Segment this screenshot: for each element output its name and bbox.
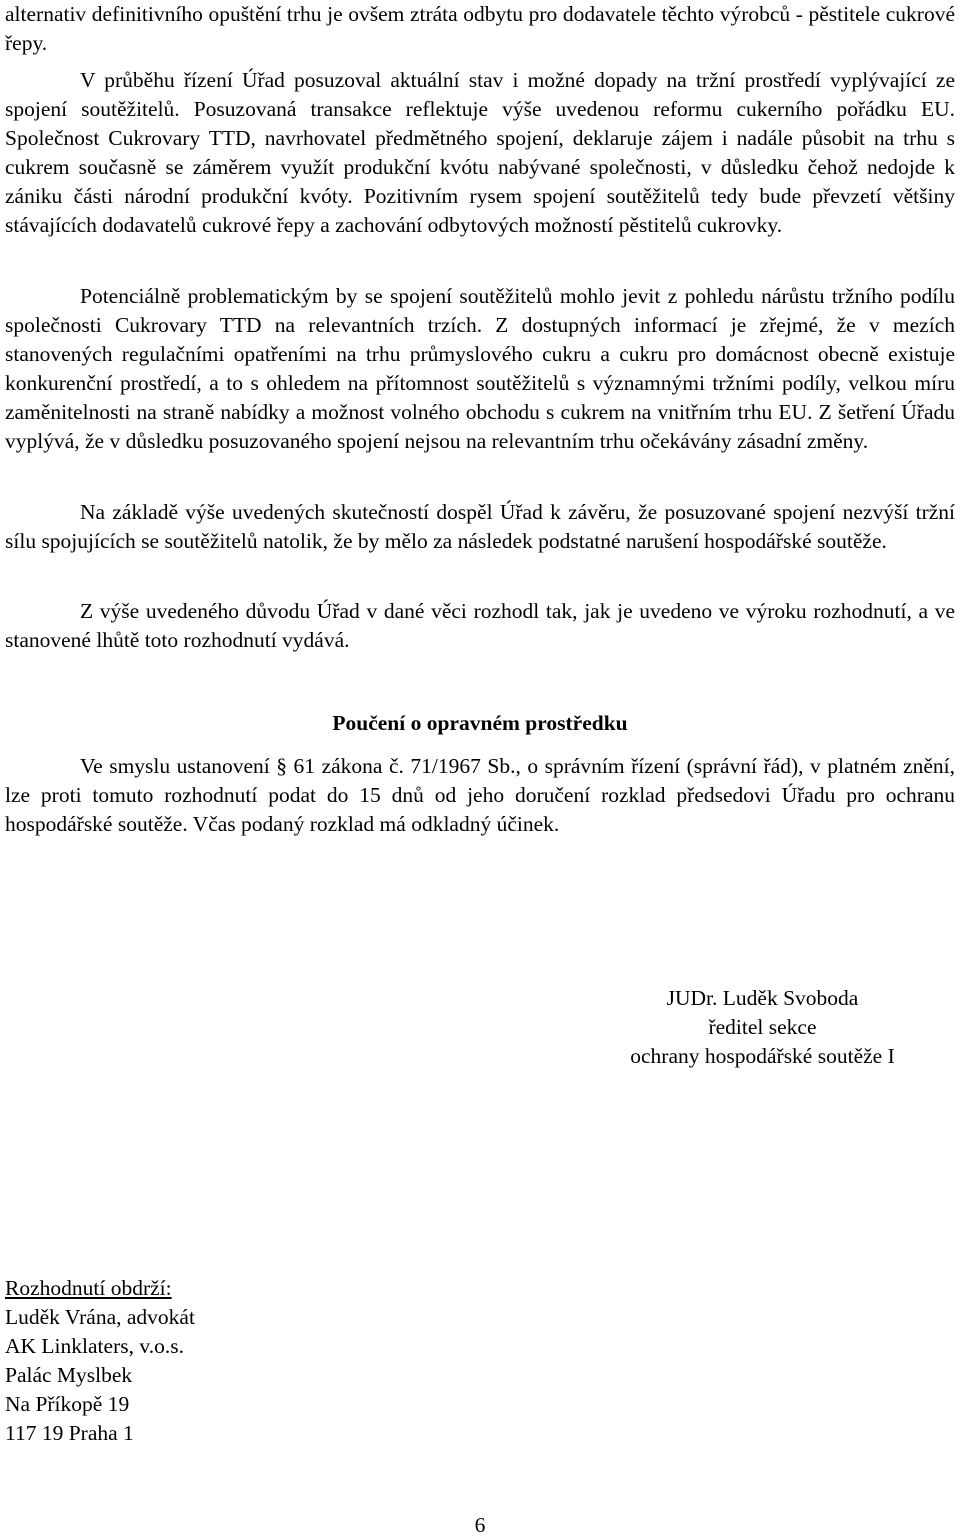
recipient-line: 117 19 Praha 1 [5,1421,134,1445]
recipient-line: Palác Myslbek [5,1363,133,1387]
paragraph-conclusion: Na základě výše uvedených skutečností dospěl Úřad k závěru, že posuzované spojení nezvýší tržní sílu spojujících se soutěžitelů natolik, že by mělo za následek podstatné narušení hospodářské soutěže. [5,500,955,554]
signatory-name: JUDr. Luděk Svoboda [666,986,859,1010]
recipient-line: Luděk Vrána, advokát [5,1305,195,1329]
paragraph-continuation: alternativ definitivního opuštění trhu je ovšem ztráta odbytu pro dodavatele těchto výrobců - pěstitele cukrové řepy. [5,2,955,56]
signature-block [590,984,935,1071]
paragraph-market-share: Potenciálně problematickým by se spojení soutěžitelů mohlo jevit z pohledu nárůstu tržního podílu společnosti Cukrovary TTD na relevantních trzích. Z dostupných informací je zřejmé, že v mezích stanovených regulačními opatřeními na trhu průmyslového cukru a cukru pro domácnost obecně existuje konkurenční prostředí, a to s ohledem na přítomnost soutěžitelů s významnými tržními podíly, velkou míru zaměnitelnosti na straně nabídky a možnost volného obchodu s cukrem na vnitřním trhu EU. Z šetření Úřadu vyplývá, že v důsledku posuzovaného spojení nejsou na relevantním trhu očekávány zásadní změny. [5,284,955,454]
paragraph-decision: Z výše uvedeného důvodu Úřad v dané věci rozhodl tak, jak je uvedeno ve výroku rozhodnutí, a ve stanovené lhůtě toto rozhodnutí vydává. [5,599,955,653]
recipients-title: Rozhodnutí obdrží: [5,1276,172,1300]
paragraph-merger-assessment: V průběhu řízení Úřad posuzoval aktuální stav i možné dopady na tržní prostředí vyplývající ze spojení soutěžitelů. Posuzovaná transakce reflektuje výše uvedenou reformu cukerního pořádku EU. Společnost Cukrovary TTD, navrhovatel předmětného spojení, deklaruje zájem i nadále působit na trhu s cukrem současně se záměrem využít produkční kvótu nabývané společnosti, v důsledku čehož nedojde k zániku části národní produkční kvóty. Pozitivním rysem spojení soutěžitelů tedy bude převzetí většiny stávajících dodavatelů cukrové řepy a zachování odbytových možností pěstitelů cukrovky. [5,68,955,238]
page-number: 6 [474,1513,486,1537]
signatory-department: ochrany hospodářské soutěže I [630,1044,895,1068]
recipient-line: AK Linklaters, v.o.s. [5,1334,184,1358]
recipients-block [5,1274,195,1448]
signatory-role: ředitel sekce [708,1015,817,1039]
recipient-line: Na Příkopě 19 [5,1392,130,1416]
remedy-heading: Poučení o opravném prostředku [332,711,628,735]
remedy-text: Ve smyslu ustanovení § 61 zákona č. 71/1967 Sb., o správním řízení (správní řád), v platném znění, lze proti tomuto rozhodnutí podat do 15 dnů od jeho doručení rozklad předsedovi Úřadu pro ochranu hospodářské soutěže. Včas podaný rozklad má odkladný účinek. [5,754,955,837]
